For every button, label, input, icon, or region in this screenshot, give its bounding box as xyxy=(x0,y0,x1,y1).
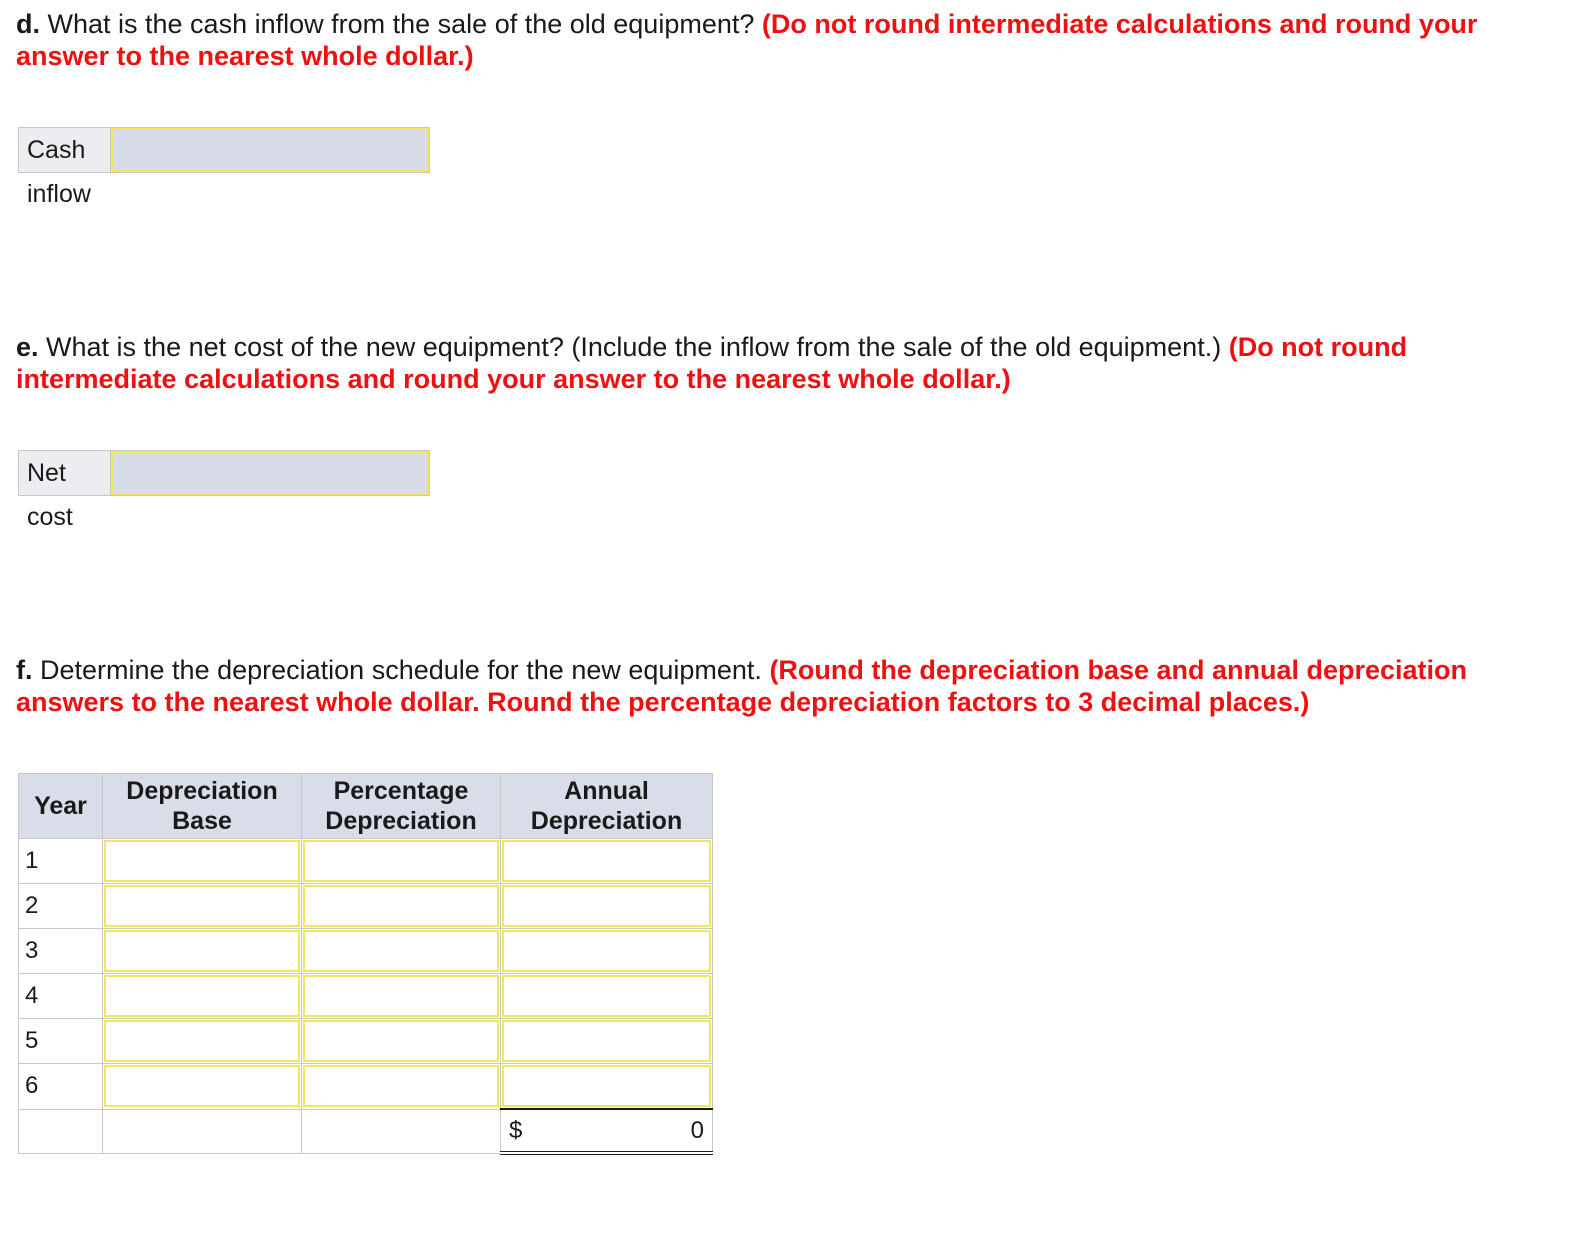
question-d-letter: d. xyxy=(16,9,40,39)
pct-cell xyxy=(302,1019,501,1064)
percentage-depreciation-input[interactable] xyxy=(303,1065,499,1107)
table-header-row xyxy=(19,774,713,839)
table-row xyxy=(19,974,713,1019)
header-base-line2: Base xyxy=(172,807,232,835)
base-cell xyxy=(103,1064,302,1110)
table-row xyxy=(19,839,713,884)
annual-cell xyxy=(501,1064,713,1110)
header-annual-depreciation xyxy=(501,774,713,839)
header-pct-line2: Depreciation xyxy=(325,807,477,835)
net-cost-cell xyxy=(111,451,429,495)
annual-depreciation-input[interactable] xyxy=(502,1020,711,1062)
percentage-depreciation-input[interactable] xyxy=(303,1020,499,1062)
annual-depreciation-input[interactable] xyxy=(502,1065,711,1107)
depreciation-base-input[interactable] xyxy=(104,1065,300,1107)
header-base-line1: Depreciation xyxy=(126,777,278,805)
year-cell: 4 xyxy=(19,974,103,1019)
depreciation-base-input[interactable] xyxy=(104,840,300,882)
header-pct-line1: Percentage xyxy=(333,777,469,805)
year-cell: 6 xyxy=(19,1064,103,1110)
base-cell xyxy=(103,839,302,884)
base-cell xyxy=(103,884,302,929)
header-percentage-depreciation xyxy=(302,774,501,839)
pct-cell xyxy=(302,974,501,1019)
table-row xyxy=(19,1019,713,1064)
year-cell: 3 xyxy=(19,929,103,974)
depreciation-base-input[interactable] xyxy=(104,885,300,927)
percentage-depreciation-input[interactable] xyxy=(303,885,499,927)
table-row xyxy=(19,1064,713,1110)
annual-cell xyxy=(501,974,713,1019)
percentage-depreciation-input[interactable] xyxy=(303,975,499,1017)
header-annual-line1: Annual xyxy=(564,777,649,805)
cash-inflow-row xyxy=(18,127,430,208)
total-currency-symbol: $ xyxy=(509,1116,523,1144)
question-d-text: What is the cash inflow from the sale of the old equipment? xyxy=(40,9,762,39)
cash-inflow-cell xyxy=(111,128,429,172)
net-cost-label: Net cost xyxy=(19,451,111,495)
question-d xyxy=(16,8,1546,72)
question-e-letter: e. xyxy=(16,332,39,362)
table-row xyxy=(19,929,713,974)
total-annual-cell xyxy=(501,1109,713,1153)
pct-cell xyxy=(302,929,501,974)
pct-cell xyxy=(302,839,501,884)
percentage-depreciation-input[interactable] xyxy=(303,840,499,882)
percentage-depreciation-input[interactable] xyxy=(303,930,499,972)
question-e xyxy=(16,331,1546,395)
depreciation-base-input[interactable] xyxy=(104,975,300,1017)
cash-inflow-input[interactable] xyxy=(111,128,429,172)
total-pct-cell xyxy=(302,1109,501,1153)
pct-cell xyxy=(302,1064,501,1110)
question-e-text: What is the net cost of the new equipment? (Include the inflow from the sale of the old equipment.) xyxy=(38,332,1229,362)
year-cell: 2 xyxy=(19,884,103,929)
total-year-cell xyxy=(19,1109,103,1153)
annual-cell xyxy=(501,839,713,884)
annual-depreciation-input[interactable] xyxy=(502,975,711,1017)
question-f-text: Determine the depreciation schedule for the new equipment. xyxy=(32,655,770,685)
question-d-instruction: (Do not round intermediate calculations and round your answer to the nearest whole dollar.) xyxy=(16,9,1478,71)
question-f xyxy=(16,654,1546,718)
total-base-cell xyxy=(103,1109,302,1153)
year-cell: 1 xyxy=(19,839,103,884)
annual-depreciation-input[interactable] xyxy=(502,885,711,927)
annual-cell xyxy=(501,884,713,929)
total-row xyxy=(19,1109,713,1153)
annual-depreciation-input[interactable] xyxy=(502,840,711,882)
annual-cell xyxy=(501,1019,713,1064)
header-depreciation-base xyxy=(103,774,302,839)
base-cell xyxy=(103,974,302,1019)
net-cost-input[interactable] xyxy=(111,451,429,495)
base-cell xyxy=(103,1019,302,1064)
depreciation-base-input[interactable] xyxy=(104,930,300,972)
cash-inflow-label: Cash inflow xyxy=(19,128,111,172)
annual-cell xyxy=(501,929,713,974)
header-annual-line2: Depreciation xyxy=(530,807,683,835)
net-cost-row xyxy=(18,450,430,531)
table-row xyxy=(19,884,713,929)
header-year-label: Year xyxy=(34,792,87,820)
year-cell: 5 xyxy=(19,1019,103,1064)
base-cell xyxy=(103,929,302,974)
depreciation-schedule-table xyxy=(18,773,713,1155)
header-year xyxy=(19,774,103,839)
depreciation-base-input[interactable] xyxy=(104,1020,300,1062)
question-f-letter: f. xyxy=(16,655,33,685)
annual-depreciation-input[interactable] xyxy=(502,930,711,972)
question-f-instruction: (Round the depreciation base and annual depreciation answers to the nearest whole dollar. Round the percentage depreciation factors to 3 decimal places.) xyxy=(16,655,1468,717)
pct-cell xyxy=(302,884,501,929)
total-annual-depreciation-value: 0 xyxy=(690,1116,704,1144)
question-e-instruction: (Do not round intermediate calculations and round your answer to the nearest whole dollar.) xyxy=(16,332,1408,394)
